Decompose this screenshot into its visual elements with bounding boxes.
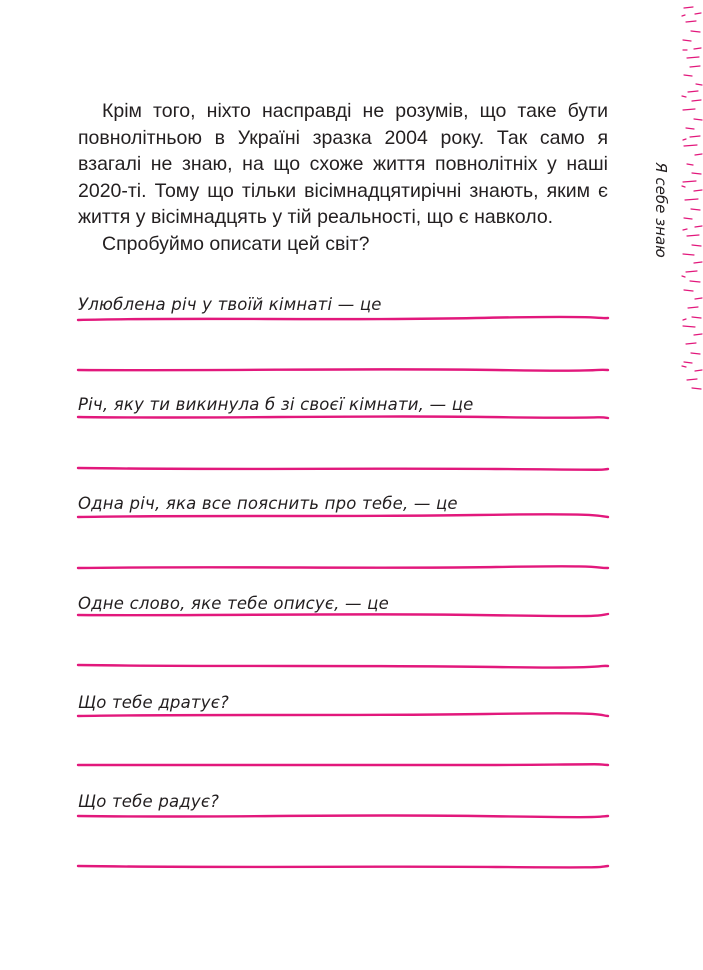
intro-question: Спробуймо описати цей світ? [102, 232, 370, 255]
prompt-annoys: Що тебе дратує? [78, 693, 229, 712]
section-label [650, 150, 672, 270]
answer-line[interactable] [76, 412, 610, 422]
answer-line[interactable] [76, 862, 610, 872]
prompt-explains-you: Одна річ, яка все пояснить про тебе, — це [78, 494, 458, 513]
answer-line[interactable] [76, 661, 610, 671]
answer-line[interactable] [76, 314, 610, 324]
prompt-one-word: Одне слово, яке тебе описує, — це [78, 594, 389, 613]
answer-line[interactable] [76, 710, 610, 720]
prompt-pleases: Що тебе радує? [78, 792, 220, 811]
answer-line[interactable] [76, 511, 610, 521]
section-label-text: Я себе знаю [652, 162, 670, 258]
answer-line[interactable] [76, 760, 610, 770]
answer-line[interactable] [76, 563, 610, 573]
prompt-throw-away: Річ, яку ти викинула б зі своєї кімнати, — це [78, 395, 474, 414]
intro-text [78, 98, 608, 257]
answer-line[interactable] [76, 464, 610, 474]
answer-line[interactable] [76, 610, 610, 620]
prompt-favorite-thing: Улюблена річ у твоїй кімнаті — це [78, 295, 382, 314]
intro-paragraph: Крім того, ніхто насправді не розумів, що таке бути повнолітньою в Україні зразка 2004 року. Так само я взагалі не знаю, на що схоже життя повнолітніх у наші 2020-ті. Тому що тільки вісімнадцятирічні знають, яким є життя у вісімнадцять у тій реальності, що є навколо. [78, 100, 608, 228]
decorative-edge-texture [681, 0, 703, 395]
answer-line[interactable] [76, 365, 610, 375]
answer-line[interactable] [76, 811, 610, 821]
